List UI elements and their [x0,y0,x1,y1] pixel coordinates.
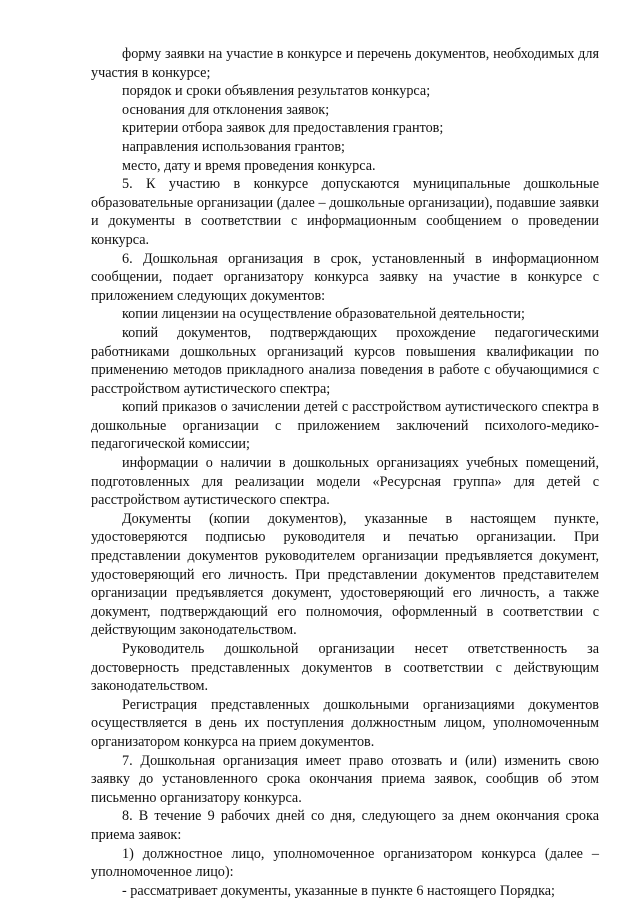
paragraph: направления использования грантов; [122,138,346,155]
paragraph: основания для отклонения заявок; [122,101,330,118]
paragraph: Документы (копии документов), указанные в настоящем пункте, удостоверяются подписью руководителя и печатью организации. При представлении документов руководителем организации предъявляется документ, удостоверяющий его личность. При представлении документов представителем организации предъявляется документ, удостоверяющий его личность, а также документ, подтверждающий его полномочия, оформленный в соответствии с действующим законодательством. [91,510,599,639]
paragraph: 8. В течение 9 рабочих дней со дня, следующего за днем окончания срока приема заявок: [91,808,599,843]
paragraph: порядок и сроки объявления результатов конкурса; [122,83,431,100]
paragraph: Руководитель дошкольной организации несет ответственность за достоверность представленных документов в соответствии с действующим законодательством. [91,641,599,695]
paragraph: копии лицензии на осуществление образовательной деятельности; [122,306,525,323]
paragraph: информации о наличии в дошкольных организациях учебных помещений, подготовленных для реализации модели «Ресурсная группа» для детей с расстройством аутистического спектра. [91,455,599,509]
paragraph: 1) должностное лицо, уполномоченное организатором конкурса (далее – уполномоченное лицо): [91,845,599,881]
paragraph: критерии отбора заявок для предоставления грантов; [122,120,444,137]
paragraph: место, дату и время проведения конкурса. [122,157,376,174]
document-body [91,45,599,900]
paragraph: - рассматривает документы, указанные в пункте 6 настоящего Порядка; [122,882,556,899]
paragraph: Регистрация представленных дошкольными организациями документов осуществляется в день их поступления должностным лицом, уполномоченным организатором конкурса на прием документов. [91,696,599,750]
paragraph: форму заявки на участие в конкурсе и перечень документов, необходимых для участия в конкурсе; [91,46,599,81]
paragraph: 7. Дошкольная организация имеет право отозвать и (или) изменить свою заявку до установленного срока окончания приема заявок, сообщив об этом письменно организатору конкурса. [91,752,599,806]
paragraph: копий приказов о зачислении детей с расстройством аутистического спектра в дошкольные организации с приложением заключений психолого-медико-педагогической комиссии; [91,399,599,453]
paragraph: копий документов, подтверждающих прохождение педагогическими работниками дошкольных организаций курсов повышения квалификации по применению методов прикладного анализа поведения в работе с обучающимися с расстройством аутистического спектра; [91,324,599,397]
paragraph: 6. Дошкольная организация в срок, установленный в информационном сообщении, подает организатору конкурса заявку на участие в конкурсе с приложением следующих документов: [91,250,599,304]
paragraph: 5. К участию в конкурсе допускаются муниципальные дошкольные образовательные организации (далее – дошкольные организации), подавшие заявки и документы в соответствии с информационным сообщением о проведении конкурса. [91,176,599,248]
